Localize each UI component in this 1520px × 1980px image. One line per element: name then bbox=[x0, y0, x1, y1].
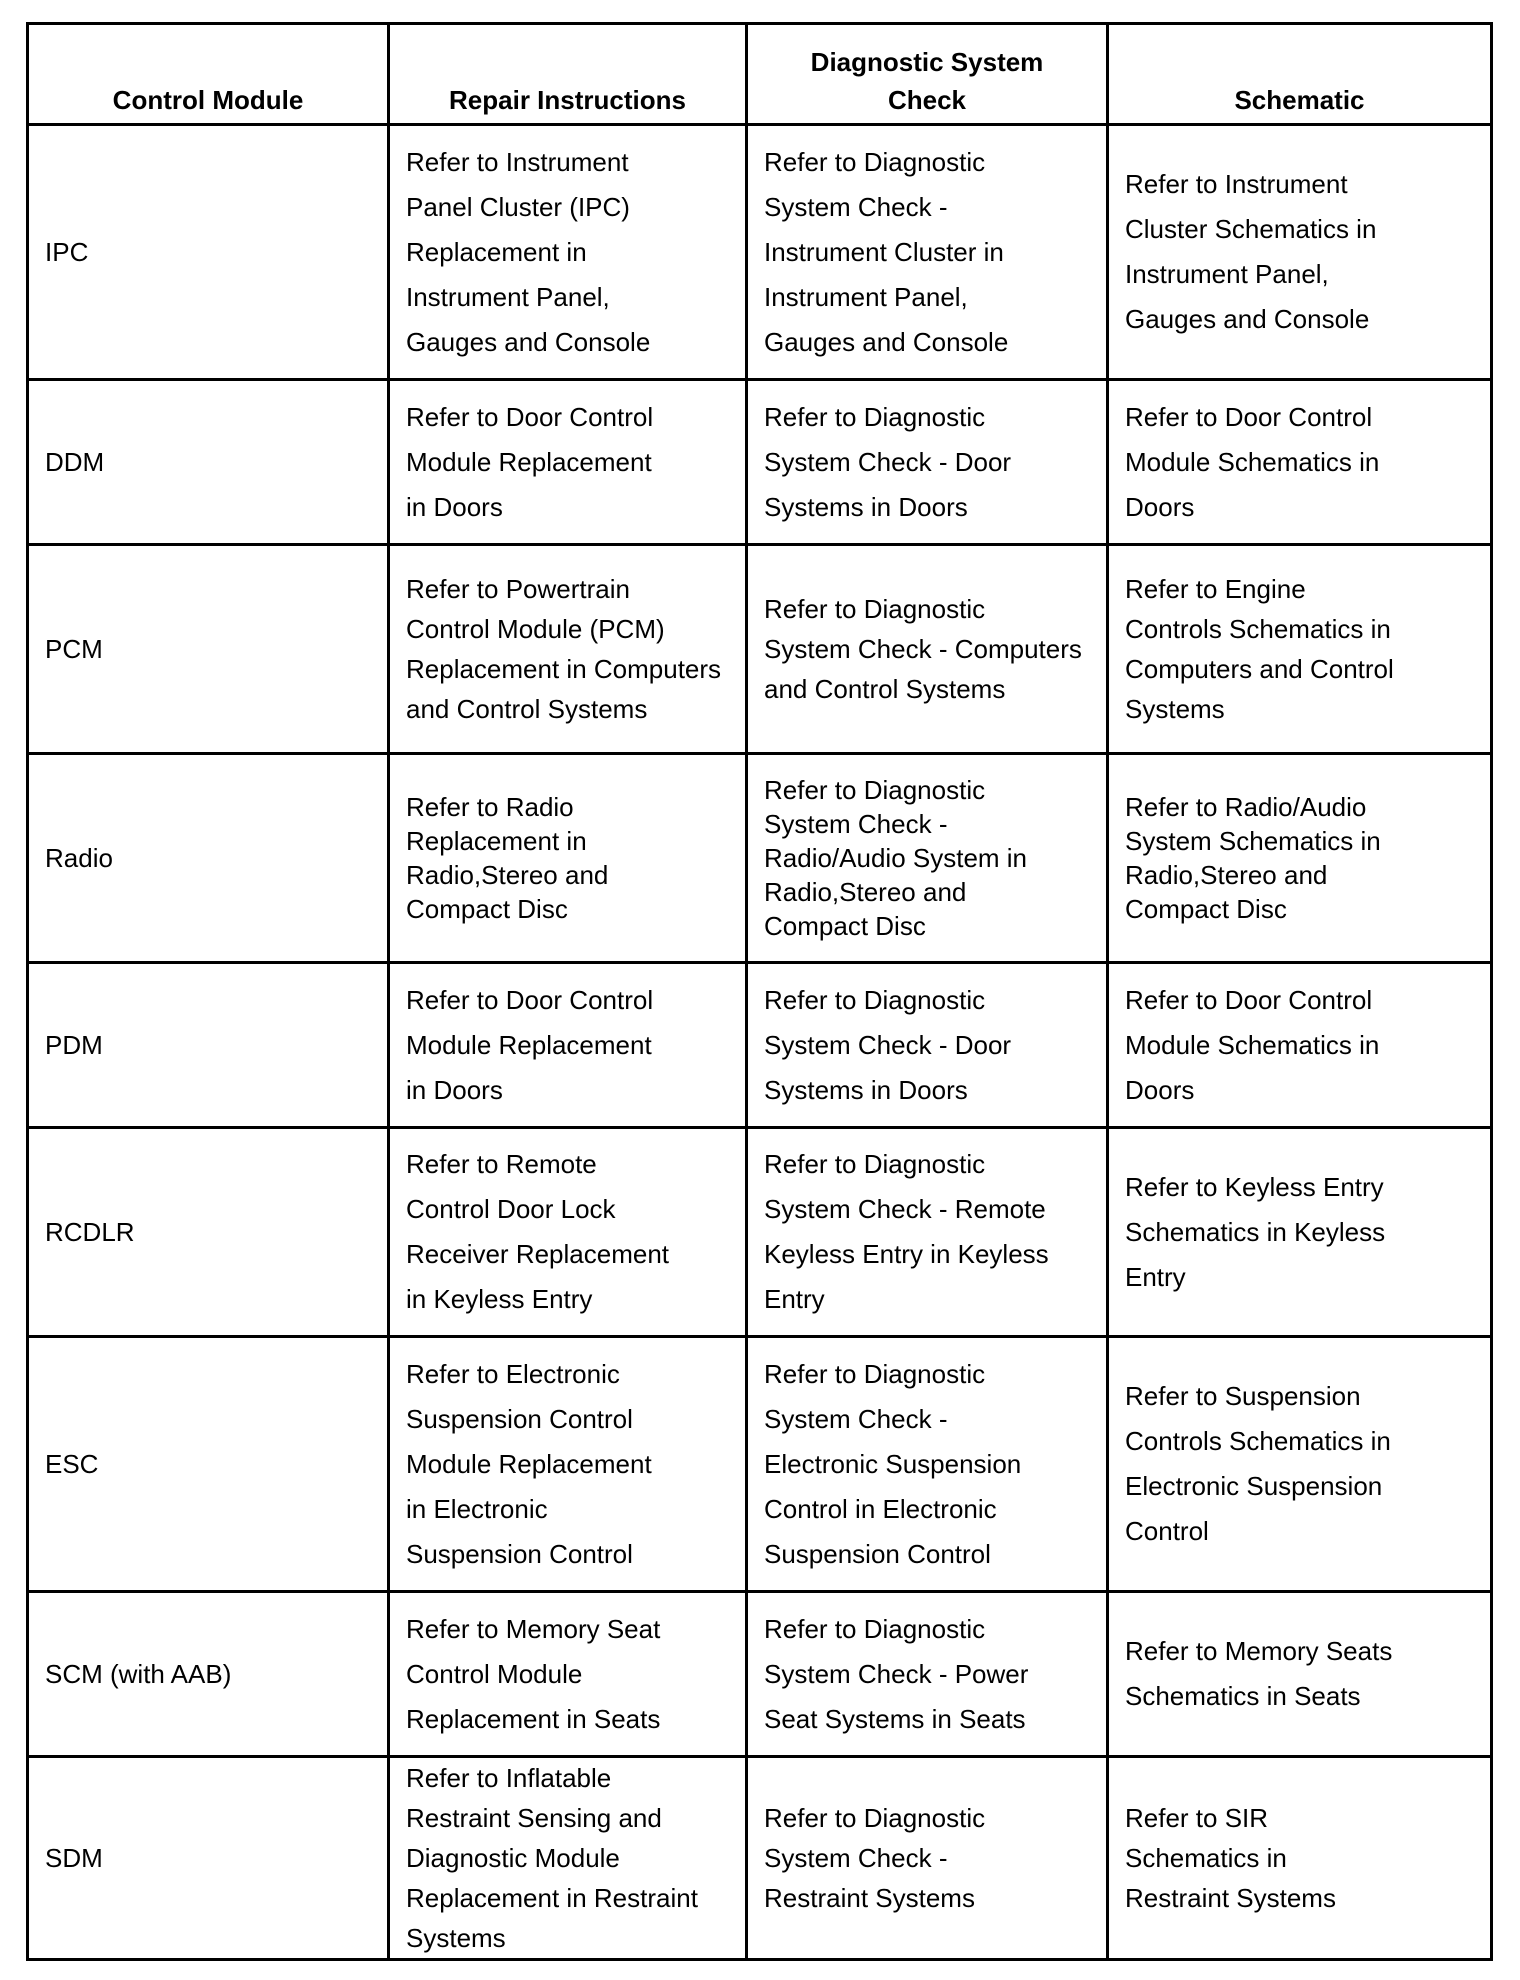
module-cell: SDM bbox=[28, 1757, 389, 1960]
module-cell: PDM bbox=[28, 963, 389, 1128]
module-cell: RCDLR bbox=[28, 1128, 389, 1337]
diagnostic-cell: Refer to Diagnostic System Check - Power Seat Systems in Seats bbox=[747, 1592, 1108, 1757]
table-row bbox=[28, 545, 1492, 754]
schematic-cell: Refer to Memory Seats Schematics in Seats bbox=[1108, 1592, 1492, 1757]
repair-cell: Refer to Instrument Panel Cluster (IPC) Replacement in Instrument Panel, Gauges and Console bbox=[389, 125, 747, 380]
table-row bbox=[28, 1337, 1492, 1592]
table-row bbox=[28, 125, 1492, 380]
repair-cell: Refer to Door Control Module Replacement in Doors bbox=[389, 380, 747, 545]
schematic-cell: Refer to Keyless Entry Schematics in Keyless Entry bbox=[1108, 1128, 1492, 1337]
table-row bbox=[28, 1757, 1492, 1960]
diagnostic-cell: Refer to Diagnostic System Check - Radio/Audio System in Radio,Stereo and Compact Disc bbox=[747, 754, 1108, 963]
schematic-cell: Refer to Suspension Controls Schematics in Electronic Suspension Control bbox=[1108, 1337, 1492, 1592]
repair-cell: Refer to Door Control Module Replacement in Doors bbox=[389, 963, 747, 1128]
header-row bbox=[28, 24, 1492, 125]
repair-cell: Refer to Inflatable Restraint Sensing and Diagnostic Module Replacement in Restraint Systems bbox=[389, 1757, 747, 1960]
schematic-cell: Refer to Instrument Cluster Schematics in Instrument Panel, Gauges and Console bbox=[1108, 125, 1492, 380]
module-cell: Radio bbox=[28, 754, 389, 963]
table-row bbox=[28, 1128, 1492, 1337]
schematic-cell: Refer to Door Control Module Schematics in Doors bbox=[1108, 963, 1492, 1128]
schematic-cell: Refer to Radio/Audio System Schematics in Radio,Stereo and Compact Disc bbox=[1108, 754, 1492, 963]
header-diagnostic-system-check: Diagnostic System Check bbox=[747, 24, 1108, 125]
table-row bbox=[28, 754, 1492, 963]
diagnostic-cell: Refer to Diagnostic System Check - Restraint Systems bbox=[747, 1757, 1108, 1960]
diagnostic-cell: Refer to Diagnostic System Check - Computers and Control Systems bbox=[747, 545, 1108, 754]
repair-cell: Refer to Radio Replacement in Radio,Stereo and Compact Disc bbox=[389, 754, 747, 963]
repair-cell: Refer to Powertrain Control Module (PCM) Replacement in Computers and Control Systems bbox=[389, 545, 747, 754]
repair-cell: Refer to Remote Control Door Lock Receiver Replacement in Keyless Entry bbox=[389, 1128, 747, 1337]
header-control-module: Control Module bbox=[28, 24, 389, 125]
header-schematic: Schematic bbox=[1108, 24, 1492, 125]
control-module-reference-table bbox=[26, 22, 1493, 1961]
diagnostic-cell: Refer to Diagnostic System Check - Instrument Cluster in Instrument Panel, Gauges and Console bbox=[747, 125, 1108, 380]
diagnostic-cell: Refer to Diagnostic System Check - Door Systems in Doors bbox=[747, 380, 1108, 545]
diagnostic-cell: Refer to Diagnostic System Check - Electronic Suspension Control in Electronic Suspension Control bbox=[747, 1337, 1108, 1592]
header-repair-instructions: Repair Instructions bbox=[389, 24, 747, 125]
schematic-cell: Refer to Engine Controls Schematics in Computers and Control Systems bbox=[1108, 545, 1492, 754]
module-cell: PCM bbox=[28, 545, 389, 754]
repair-cell: Refer to Memory Seat Control Module Replacement in Seats bbox=[389, 1592, 747, 1757]
table-row bbox=[28, 380, 1492, 545]
schematic-cell: Refer to Door Control Module Schematics in Doors bbox=[1108, 380, 1492, 545]
schematic-cell: Refer to SIR Schematics in Restraint Systems bbox=[1108, 1757, 1492, 1960]
module-cell: IPC bbox=[28, 125, 389, 380]
table-row bbox=[28, 1592, 1492, 1757]
diagnostic-cell: Refer to Diagnostic System Check - Remote Keyless Entry in Keyless Entry bbox=[747, 1128, 1108, 1337]
repair-cell: Refer to Electronic Suspension Control Module Replacement in Electronic Suspension Control bbox=[389, 1337, 747, 1592]
module-cell: ESC bbox=[28, 1337, 389, 1592]
module-cell: SCM (with AAB) bbox=[28, 1592, 389, 1757]
diagnostic-cell: Refer to Diagnostic System Check - Door Systems in Doors bbox=[747, 963, 1108, 1128]
table-row bbox=[28, 963, 1492, 1128]
module-cell: DDM bbox=[28, 380, 389, 545]
